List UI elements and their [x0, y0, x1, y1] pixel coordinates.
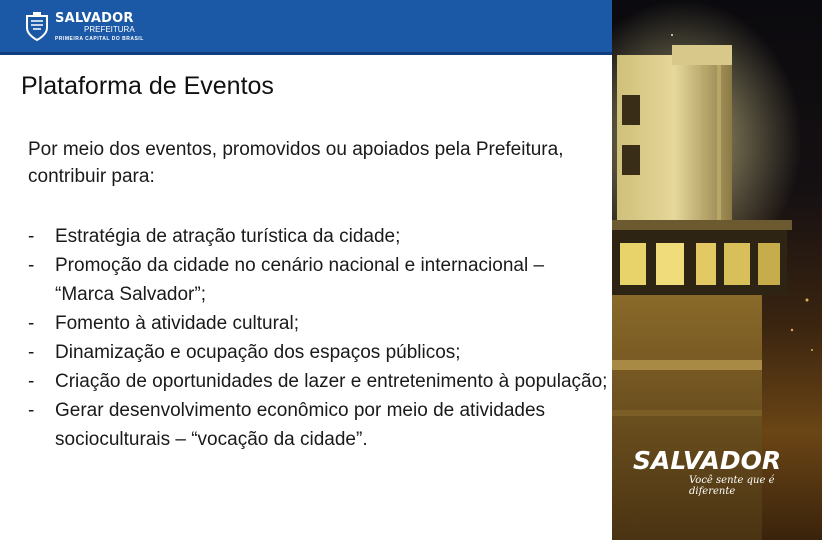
- brand-word: SALVADOR: [633, 446, 782, 475]
- bullet-list: [28, 222, 608, 454]
- slide-title: Plataforma de Eventos: [21, 72, 274, 100]
- salvador-brand-mark: [633, 446, 813, 496]
- prefeitura-logo[interactable]: [24, 6, 154, 48]
- bullet-dash: -: [28, 226, 35, 247]
- bullet-item: [28, 367, 608, 396]
- bullet-dash: -: [28, 371, 35, 392]
- bullet-text: Gerar desenvolvimento econômico por meio de atividades socioculturais – “vocação da cidade”.: [55, 400, 546, 450]
- bullet-dash: -: [28, 400, 35, 421]
- bullet-text: Estratégia de atração turística da cidade;: [55, 226, 401, 247]
- bullet-item: [28, 309, 608, 338]
- bullet-dash: -: [28, 313, 35, 334]
- bullet-text: Dinamização e ocupação dos espaços públicos;: [55, 342, 461, 363]
- bullet-dash: -: [28, 342, 35, 363]
- brand-slogan: Você sente que é diferente: [689, 475, 775, 497]
- bullet-item: [28, 251, 608, 309]
- bullet-text: Fomento à atividade cultural;: [55, 313, 299, 334]
- bullet-dash: -: [28, 255, 35, 276]
- logo-tagline: PRIMEIRA CAPITAL DO BRASIL: [55, 36, 144, 42]
- logo-subtitle: PREFEITURA: [84, 25, 135, 34]
- intro-text: Por meio dos eventos, promovidos ou apoiados pela Prefeitura, contribuir para:: [28, 139, 564, 187]
- bullet-text: Promoção da cidade no cenário nacional e internacional – “Marca Salvador”;: [55, 255, 545, 305]
- bullet-item: [28, 222, 608, 251]
- bullet-text: Criação de oportunidades de lazer e entretenimento à população;: [55, 371, 608, 392]
- bullet-item: [28, 338, 608, 367]
- logo-name: SALVADOR: [55, 11, 134, 26]
- header-bar: [0, 0, 612, 55]
- bullet-item: [28, 396, 608, 454]
- coat-of-arms-icon: [24, 12, 50, 42]
